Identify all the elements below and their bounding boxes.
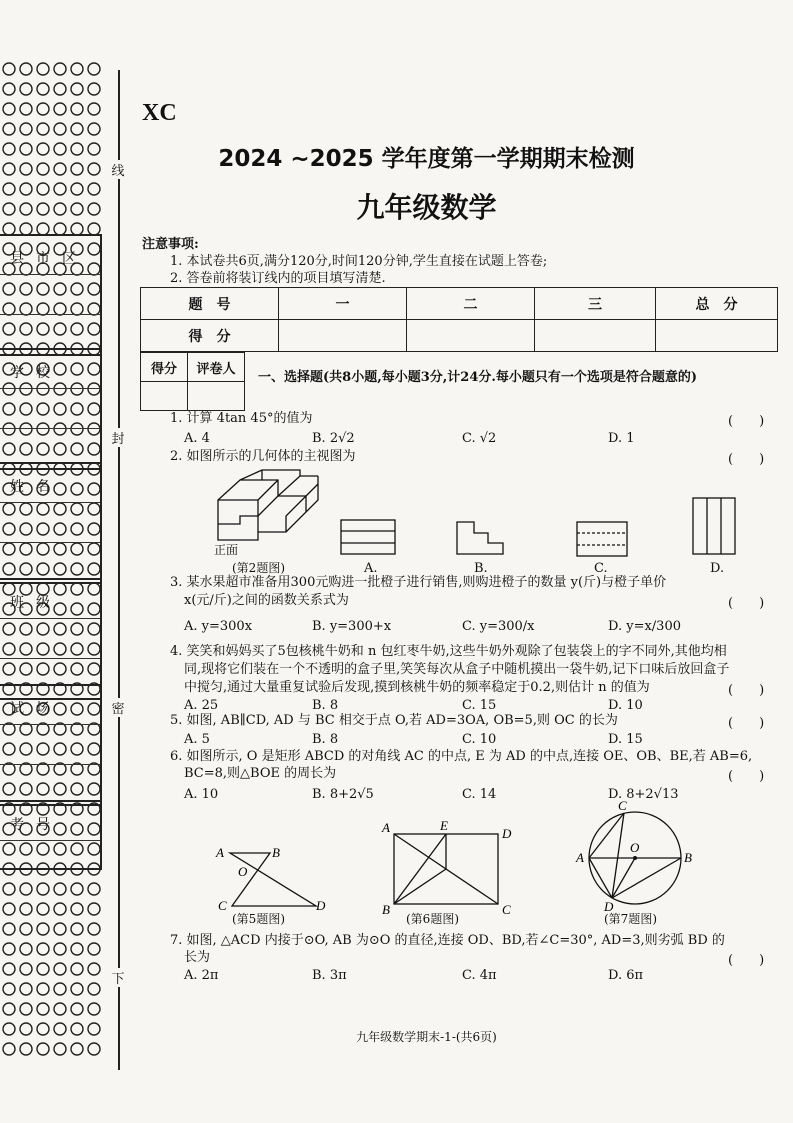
field-school[interactable] <box>0 348 102 470</box>
marker-xia: 下 <box>110 968 126 987</box>
binding-hole <box>54 903 66 915</box>
figure-q6 <box>378 818 520 918</box>
option: C. 10 <box>462 732 497 747</box>
front-label: 正面 <box>214 543 239 557</box>
binding-hole <box>71 903 83 915</box>
point-label: D <box>502 826 512 841</box>
point-label: B <box>272 845 280 860</box>
exam-title: 2024 ~2025 学年度第一学期期末检测 <box>218 146 635 172</box>
field-school-label: 学校 <box>10 365 62 381</box>
point-label: E <box>440 818 448 833</box>
option: A. 25 <box>184 698 219 713</box>
option: B. 2√2 <box>312 431 355 446</box>
option: C. y=300/x <box>462 619 535 634</box>
binding-hole <box>20 903 32 915</box>
marker-feng: 封 <box>110 428 126 447</box>
option: B. 3π <box>312 968 347 983</box>
question-stem: 3. 某水果超市准备用300元购进一批橙子进行销售,则购进橙子的数量 y(斤)与橙子单价 <box>170 575 667 590</box>
question-stem: x(元/斤)之间的函数关系式为 <box>184 593 349 608</box>
binding-hole <box>71 103 83 115</box>
option: B. 8+2√5 <box>312 787 374 802</box>
note-item: 1. 本试卷共6页,满分120分,时间120分钟,学生直接在试题上答卷; <box>170 254 548 269</box>
binding-hole <box>20 1003 32 1015</box>
answer-blank[interactable]: ( ) <box>728 953 765 968</box>
binding-hole <box>3 903 15 915</box>
point-label: A <box>382 820 390 835</box>
binding-hole <box>54 63 66 75</box>
question-stem: 中搅匀,通过大量重复试验后发现,摸到核桃牛奶的频率稳定于0.2,则估计 n 的值为 <box>184 680 650 695</box>
binding-hole <box>54 83 66 95</box>
binding-hole <box>20 963 32 975</box>
marker-xian: 线 <box>110 160 126 179</box>
binding-hole <box>37 883 49 895</box>
binding-hole <box>3 883 15 895</box>
figure-caption: (第6题图) <box>406 912 459 926</box>
binding-hole <box>88 963 100 975</box>
binding-hole <box>88 83 100 95</box>
binding-hole <box>37 983 49 995</box>
binding-hole <box>3 1003 15 1015</box>
option-label: C. <box>594 561 608 576</box>
binding-hole <box>54 883 66 895</box>
option: D. 10 <box>608 698 643 713</box>
binding-hole <box>54 983 66 995</box>
option: C. 4π <box>462 968 497 983</box>
binding-hole <box>54 963 66 975</box>
binding-hole <box>37 63 49 75</box>
option: C. 15 <box>462 698 497 713</box>
binding-hole <box>3 63 15 75</box>
binding-hole <box>37 83 49 95</box>
point-label: O <box>238 864 248 879</box>
binding-hole <box>71 1003 83 1015</box>
grader-score-cell[interactable] <box>141 382 188 411</box>
binding-hole <box>88 923 100 935</box>
binding-hole <box>37 103 49 115</box>
option: D. 15 <box>608 732 643 747</box>
binding-hole <box>88 943 100 955</box>
field-class-label: 班级 <box>10 595 62 611</box>
grader-name-label: 评卷人 <box>188 353 245 382</box>
binding-hole <box>54 1003 66 1015</box>
point-label: B <box>684 850 692 865</box>
binding-hole <box>71 983 83 995</box>
grader-table <box>140 352 245 411</box>
subject-title: 九年级数学 <box>356 191 497 224</box>
page-footer: 九年级数学期末-1-(共6页) <box>356 1030 497 1044</box>
point-label: B <box>382 902 390 917</box>
point-label: D <box>604 899 614 912</box>
point-label: C <box>618 798 627 813</box>
binding-hole <box>54 103 66 115</box>
binding-hole <box>88 63 100 75</box>
binding-hole <box>54 943 66 955</box>
field-exam-number-label: 考号 <box>10 817 62 833</box>
option-c-figure <box>576 521 628 557</box>
score-table <box>140 287 778 352</box>
binding-hole <box>3 103 15 115</box>
question-stem: 5. 如图, AB∥CD, AD 与 BC 相交于点 O,若 AD=3OA, OB=5,则 OC 的长为 <box>170 713 618 728</box>
binding-hole <box>20 123 32 135</box>
field-exam-room[interactable] <box>0 684 102 806</box>
notes-heading: 注意事项: <box>142 237 199 252</box>
binding-hole <box>3 923 15 935</box>
point-label: A <box>576 850 584 865</box>
option: C. 14 <box>462 787 497 802</box>
question-stem: 1. 计算 4tan 45°的值为 <box>170 411 313 426</box>
binding-hole <box>88 123 100 135</box>
option-a-figure <box>340 519 396 555</box>
binding-hole <box>88 883 100 895</box>
option-label: B. <box>474 561 488 576</box>
option: D. y=x/300 <box>608 619 681 634</box>
field-name[interactable] <box>0 462 102 584</box>
score-header-cell: 三 <box>535 288 656 320</box>
field-name-label: 姓名 <box>10 479 62 495</box>
binding-hole <box>20 103 32 115</box>
figure-q5 <box>212 838 330 914</box>
solid-figure <box>210 468 322 548</box>
option: D. 8+2√13 <box>608 787 679 802</box>
binding-hole <box>88 1003 100 1015</box>
binding-hole <box>37 923 49 935</box>
field-class[interactable] <box>0 578 102 700</box>
binding-hole <box>88 103 100 115</box>
binding-hole <box>71 83 83 95</box>
figure-q7 <box>574 798 696 912</box>
binding-hole <box>20 63 32 75</box>
binding-hole <box>37 943 49 955</box>
binding-hole <box>88 903 100 915</box>
score-cell[interactable] <box>535 320 656 352</box>
answer-blank[interactable]: ( ) <box>728 769 765 784</box>
figure-caption: (第5题图) <box>232 912 285 926</box>
score-header-cell: 一 <box>279 288 407 320</box>
binding-hole <box>37 903 49 915</box>
answer-blank[interactable]: ( ) <box>728 452 765 467</box>
score-header-cell: 题 号 <box>141 288 279 320</box>
field-exam-room-label: 试场 <box>10 701 62 717</box>
option-b-figure <box>456 521 504 555</box>
binding-hole <box>3 83 15 95</box>
note-item: 2. 答卷前将装订线内的项目填写清楚. <box>170 271 386 286</box>
question-stem: 2. 如图所示的几何体的主视图为 <box>170 449 356 464</box>
binding-hole <box>37 1003 49 1015</box>
point-label: C <box>502 902 511 917</box>
grader-score-label: 得分 <box>141 353 188 382</box>
option: A. y=300x <box>184 619 253 634</box>
answer-blank[interactable]: ( ) <box>728 716 765 731</box>
option: D. 6π <box>608 968 644 983</box>
binding-hole <box>71 963 83 975</box>
grader-name-cell[interactable] <box>188 382 245 411</box>
answer-blank[interactable]: ( ) <box>728 596 765 611</box>
binding-hole <box>71 883 83 895</box>
score-cell[interactable] <box>407 320 535 352</box>
binding-hole <box>3 983 15 995</box>
question-stem: 6. 如图所示, O 是矩形 ABCD 的对角线 AC 的中点, E 为 AD 的中点,连接 OE、OB、BE,若 AB=6, <box>170 749 753 764</box>
binding-hole <box>71 923 83 935</box>
point-label: A <box>216 845 224 860</box>
question-stem: BC=8,则△BOE 的周长为 <box>184 766 337 781</box>
option: A. 10 <box>184 787 219 802</box>
option: A. 2π <box>184 968 219 983</box>
option-label: D. <box>710 561 725 576</box>
option: B. 8 <box>312 698 339 713</box>
binding-hole <box>37 963 49 975</box>
option-label: A. <box>364 561 378 576</box>
point-label: O <box>630 840 640 855</box>
binding-hole <box>3 123 15 135</box>
binding-hole <box>3 963 15 975</box>
binding-hole <box>88 983 100 995</box>
binding-hole <box>20 883 32 895</box>
field-exam-number[interactable] <box>0 800 102 870</box>
option: A. 4 <box>184 431 210 446</box>
score-cell[interactable] <box>279 320 407 352</box>
field-county[interactable] <box>0 234 102 356</box>
binding-hole <box>71 943 83 955</box>
question-stem: 同,现将它们装在一个不透明的盒子里,笑笑每次从盒子中随机摸出一袋牛奶,记下口味后放回盒子 <box>184 662 730 677</box>
paper-code: XC <box>142 100 177 126</box>
section-heading: 一、选择题(共8小题,每小题3分,计24分.每小题只有一个选项是符合题意的) <box>258 370 698 385</box>
option: B. y=300+x <box>312 619 392 634</box>
binding-hole <box>71 63 83 75</box>
option: B. 8 <box>312 732 339 747</box>
figure-caption: (第7题图) <box>604 912 657 926</box>
binding-hole <box>54 923 66 935</box>
option-d-figure <box>692 497 736 555</box>
answer-blank[interactable]: ( ) <box>728 414 765 429</box>
score-row-label: 得 分 <box>141 320 279 352</box>
answer-blank[interactable]: ( ) <box>728 683 765 698</box>
binding-hole <box>20 923 32 935</box>
binding-hole <box>71 123 83 135</box>
option: D. 1 <box>608 431 635 446</box>
score-cell[interactable] <box>656 320 778 352</box>
point-label: C <box>218 898 227 913</box>
question-stem: 7. 如图, △ACD 内接于⊙O, AB 为⊙O 的直径,连接 OD、BD,若∠C=30°, AD=3,则劣弧 BD 的 <box>170 933 725 948</box>
binding-hole <box>20 983 32 995</box>
field-county-label: 县市区 <box>10 251 88 267</box>
score-header-cell: 总 分 <box>656 288 778 320</box>
score-header-cell: 二 <box>407 288 535 320</box>
binding-hole <box>37 123 49 135</box>
binding-hole <box>20 943 32 955</box>
point-label: D <box>316 898 326 913</box>
question-stem: 4. 笑笑和妈妈买了5包核桃牛奶和 n 包红枣牛奶,这些牛奶外观除了包装袋上的字不同外,其他均相 <box>170 644 727 659</box>
option: C. √2 <box>462 431 497 446</box>
question-stem: 长为 <box>184 950 211 965</box>
binding-hole <box>20 83 32 95</box>
binding-hole <box>3 943 15 955</box>
marker-mi: 密 <box>110 698 126 717</box>
binding-hole <box>54 123 66 135</box>
figure-caption: (第2题图) <box>232 561 285 575</box>
option: A. 5 <box>184 732 210 747</box>
